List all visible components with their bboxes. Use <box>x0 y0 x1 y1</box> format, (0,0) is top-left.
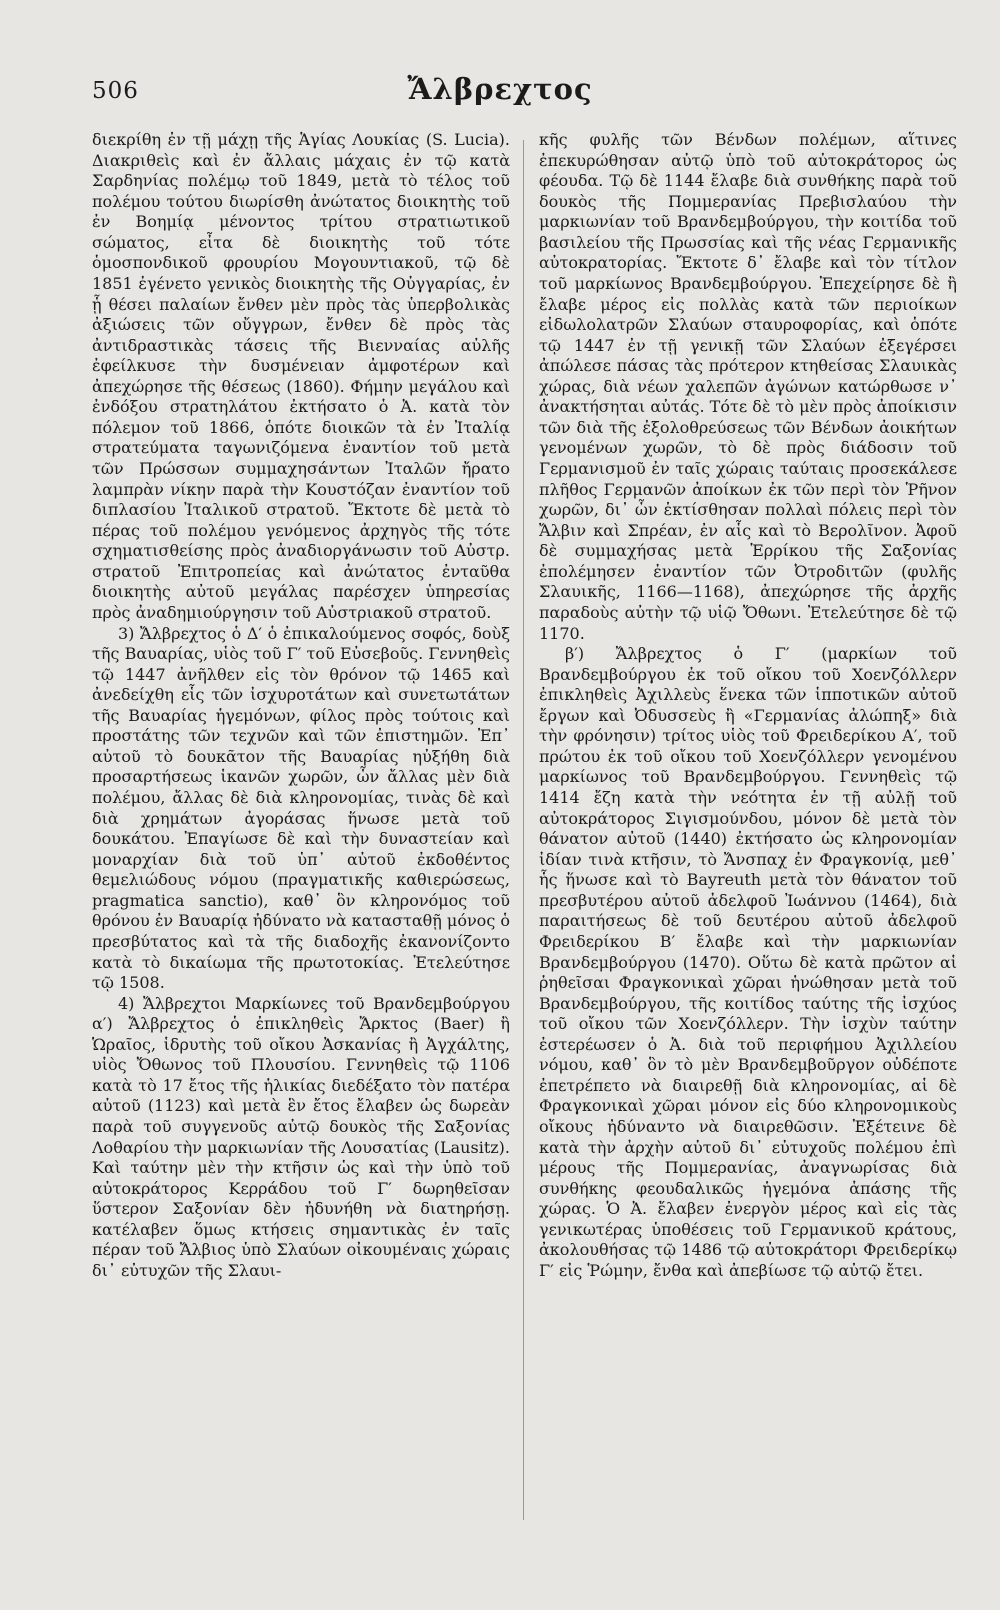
paragraph-albrecht-bear: 4) Ἄλβρεχτοι Μαρκίωνες τοῦ Βρανδεμβούργου α′) Ἄλβρεχτος ὁ ἐπικληθεὶς Ἄρκτος (Baer) ἢ Ὡραῖος, ἱδρυτὴς τοῦ οἴκου Ἀσκανίας ἢ Ἀγχάλτης, υἱὸς Ὄθωνος τοῦ Πλουσίου. Γεννηθεὶς τῷ 1106 κατὰ τὸ 17 ἔτος τῆς ἡλικίας διεδέξατο τὸν πατέρα αὐτοῦ (1123) καὶ μετὰ ἓν ἔτος ἔλαβεν ὡς δωρεὰν παρὰ τοῦ συγγενοῦς αὐτῷ δουκὸς τῆς Σαξονίας Λοθαρίου τὴν μαρκιωνίαν τῆς Λουσατίας (Lausitz). Καὶ ταύτην μὲν τὴν κτῆσιν ὡς καὶ τὴν ὑπὸ τοῦ αὐτοκράτορος Κερράδου τοῦ Γ′ δωρηθεῖσαν ὕστερον Σαξονίαν δὲν ἠδυνήθη νὰ διατηρήσῃ. κατέλαβεν ὅμως κτήσεις σημαντικὰς ἐν ταῖς πέραν τοῦ Ἄλβιος ὑπὸ Σλαύων οἰκουμέναις χώραις δι᾽ εὐτυχῶν τῆς Σλαυι- <box>92 993 510 1280</box>
page-header <box>0 66 1000 114</box>
paragraph-albrecht-achilles: β′) Ἄλβρεχτος ὁ Γ′ (μαρκίων τοῦ Βρανδεμβούργου ἐκ τοῦ οἴκου τοῦ Χοενζόλλερν ἐπικληθεὶς Ἀχιλλεὺς ἕνεκα τῶν ἱπποτικῶν αὐτοῦ ἔργων καὶ Ὀδυσσεὺς ἢ «Γερμανίας ἀλώπηξ» διὰ τὴν φρόνησιν) τρίτος υἱὸς τοῦ Φρειδερίκου Α′, τοῦ πρώτου ἐκ τοῦ οἴκου τοῦ Χοενζόλλερν γενομένου μαρκίωνος τοῦ Βρανδεμβούργου. Γεννηθεὶς τῷ 1414 ἔζη κατὰ τὴν νεότητα ἐν τῇ αὐλῇ τοῦ αὐτοκράτορος Σιγισμούνδου, μόνον δὲ μετὰ τὸν θάνατον αὐτοῦ (1440) ἐκτήσατο ὡς κληρονομίαν ἰδίαν τινὰ κτῆσιν, τὸ Ἄνσπαχ ἐν Φραγκονίᾳ, μεθ᾽ ἧς ἥνωσε καὶ τὸ Bayreuth μετὰ τὸν θάνατον τοῦ πρεσβυτέρου αὐτοῦ ἀδελφοῦ Ἰωάννου (1464), διὰ παραιτήσεως δὲ τοῦ δευτέρου αὐτοῦ ἀδελφοῦ Φρειδερίκου Β′ ἔλαβε καὶ τὴν μαρκιωνίαν Βρανδεμβούργου (1470). Οὕτω δὲ κατὰ πρῶτον αἱ ῥηθεῖσαι Φραγκονικαὶ χῶραι ἡνώθησαν μετὰ τοῦ Βρανδεμβούργου, τῆς κοιτίδος ταύτης τῆς ἰσχύος τοῦ οἴκου τῶν Χοενζόλλερν. Τὴν ἰσχὺν ταύτην ἐστερέωσεν ὁ Ἀ. διὰ τοῦ περιφήμου Ἀχιλλείου νόμου, καθ᾽ ὃν τὸ μὲν Βρανδεμβοῦργον οὐδέποτε ἐπετρέπετο νὰ διαιρεθῇ διὰ κληρονομίας, αἱ δὲ Φραγκονικαὶ χῶραι μόνον εἰς δύο κληρονομικοὺς οἴκους ἠδύναντο νὰ διαιρεθῶσιν. Ἐξέτεινε δὲ κατὰ τὴν ἀρχὴν αὐτοῦ δι᾽ εὐτυχοῦς πολέμου ἐπὶ μέρους τῆς Πομμερανίας, ἀναγνωρίσας διὰ συνθήκης φεουδαλικῶς ἡγεμόνα ἁπάσης τῆς χώρας. Ὁ Ἀ. ἔλαβεν ἐνεργὸν μέρος καὶ εἰς τὰς γενικωτέρας ὑποθέσεις τοῦ Γερμανικοῦ κράτους, ἀκολουθήσας τῷ 1486 τῷ αὐτοκράτορι Φρειδερίκῳ Γ′ εἰς Ῥώμην, ἔνθα καὶ ἀπεβίωσε τῷ αὐτῷ ἔτει. <box>539 644 957 1280</box>
paragraph-albrecht-bear-cont: κῆς φυλῆς τῶν Βένδων πολέμων, αἵτινες ἐπεκυρώθησαν αὐτῷ ὑπὸ τοῦ αὐτοκράτορος ὡς φέουδα. Τῷ δὲ 1144 ἔλαβε διὰ συνθήκης παρὰ τοῦ δουκὸς τῆς Πομμερανίας Πρεβισλαύου τὴν μαρκιωνίαν τοῦ Βρανδεμβούργου, τὴν κοιτίδα τοῦ βασιλείου τῆς Πρωσσίας καὶ τῆς νέας Γερμανικῆς αὐτοκρατορίας. Ἔκτοτε δ᾽ ἔλαβε καὶ τὸν τίτλον τοῦ μαρκίωνος Βρανδεμβούργου. Ἐπεχείρησε δὲ ἢ ἔλαβε μέρος εἰς πολλὰς κατὰ τῶν περιοίκων εἰδωλολατρῶν Σλαύων σταυροφορίας, καὶ ὁπότε τῷ 1447 ἐν τῇ γενικῇ τῶν Σλαύων ἐξεγέρσει ἀπώλεσε πάσας τὰς πρότερον κτηθείσας Σλαυικὰς χώρας, διὰ νέων χαλεπῶν ἀγώνων κατώρθωσε ν᾽ ἀνακτήσηται αὐτάς. Τότε δὲ τὸ μὲν πρὸς ἀποίκισιν τῶν διὰ τῆς ἐξολοθρεύσεως τῶν Βένδων ἀοικήτων γενομένων χωρῶν, τὸ δὲ πρὸς διάδοσιν τοῦ Γερμανισμοῦ ἐν ταῖς χώραις ταύταις προσεκάλεσε πλῆθος Γερμανῶν ἀποίκων ἐκ τῶν περὶ τὸν Ῥῆνον χωρῶν, δι᾽ ὧν ἐκτίσθησαν πολλαὶ πόλεις περὶ τὸν Ἄλβιν καὶ Σπρέαν, ἐν αἷς καὶ τὸ Βερολῖνον. Ἀφοῦ δὲ συμμαχήσας μετὰ Ἑρρίκου τῆς Σαξονίας ἐπολέμησεν ἐναντίον τῶν Ὀτροδιτῶν (φυλῆς Σλαυικῆς, 1166—1168), ἀπεχώρησε τῆς ἀρχῆς παραδοὺς αὐτὴν τῷ υἱῷ Ὄθωνι. Ἐτελεύτησε δὲ τῷ 1170. <box>539 130 957 643</box>
right-column <box>539 130 957 1570</box>
left-column <box>92 130 510 1570</box>
paragraph-albrecht-iv-bavaria: 3) Ἄλβρεχτος ὁ Δ′ ὁ ἐπικαλούμενος σοφός, δοὺξ τῆς Βαυαρίας, υἱὸς τοῦ Γ′ τοῦ Εὐσεβοῦς. Γεννηθεὶς τῷ 1447 ἀνῆλθεν εἰς τὸν θρόνον τῷ 1465 καὶ ἀνεδείχθη εἷς τῶν ἰσχυροτάτων καὶ συνετωτάτων τῆς Βαυαρίας ἡγεμόνων, φίλος πρὸς τούτοις καὶ προστάτης τῶν τεχνῶν καὶ τῶν ἐπιστημῶν. Ἐπ᾽ αὐτοῦ τὸ δουκᾶτον τῆς Βαυαρίας ηὐξήθη διὰ προσαρτήσεως ἱκανῶν χωρῶν, ὧν ἄλλας μὲν διὰ πολέμου, ἄλλας δὲ διὰ κληρονομίας, τινὰς δὲ καὶ διὰ χρημάτων ἀγοράσας ἥνωσε μετὰ τοῦ δουκάτου. Ἐπαγίωσε δὲ καὶ τὴν δυναστείαν καὶ μοναρχίαν διὰ τοῦ ὑπ᾽ αὐτοῦ ἐκδοθέντος θεμελιώδους νόμου (πραγματικῆς καθιερώσεως, pragmatica sanctio), καθ᾽ ὃν κληρονόμος τοῦ θρόνου ἐν Βαυαρίᾳ ἠδύνατο νὰ κατασταθῇ μόνος ὁ πρεσβύτατος καὶ τὰ τῆς διαδοχῆς ἐκανονίζοντο κατὰ τὸ δικαίωμα τῆς πρωτοτοκίας. Ἐτελεύτησε τῷ 1508. <box>92 623 510 993</box>
page-number: 506 <box>92 78 139 104</box>
column-divider <box>523 140 524 1520</box>
running-title: Ἄλβρεχτος <box>407 72 593 106</box>
paragraph-albrecht-austria-cont: διεκρίθη ἐν τῇ μάχῃ τῆς Ἁγίας Λουκίας (S. Lucia). Διακριθεὶς καὶ ἐν ἄλλαις μάχαις ἐν τῷ κατὰ Σαρδηνίας πολέμῳ τοῦ 1849, μετὰ τὸ τέλος τοῦ πολέμου τούτου διωρίσθη ἀνώτατος διοικητὴς τοῦ ἐν Βοημίᾳ μένοντος τρίτου στρατιωτικοῦ σώματος, εἶτα δὲ διοικητὴς τοῦ τότε ὁμοσπονδικοῦ φρουρίου Μογουντιακοῦ, τῷ δὲ 1851 ἐγένετο γενικὸς διοικητὴς τῆς Οὐγγαρίας, ἐν ᾗ θέσει παλαίων ἔνθεν μὲν πρὸς τὰς ὑπερβολικὰς ἀξιώσεις τῶν οὔγγρων, ἔνθεν δὲ πρὸς τὰς ἀντιδραστικὰς τάσεις τῆς Βιενναίας αὐλῆς ἐφείλκυσε τὴν δυσμένειαν ἀμφοτέρων καὶ ἀπεχώρησε τῆς θέσεως (1860). Φήμην μεγάλου καὶ ἐνδόξου στρατηλάτου ἐκτήσατο ὁ Ἀ. κατὰ τὸν πόλεμον τοῦ 1866, ὁπότε διοικῶν τὰ ἐν Ἰταλίᾳ στρατεύματα ταγωνιζόμενα ἐναντίον τοῦ μετὰ τῶν Πρώσσων συμμαχησάντων Ἰταλῶν ἤρατο λαμπρὰν νίκην παρὰ τὴν Κουστόζαν ἐναντίον τοῦ διπλασίου Ἰταλικοῦ στρατοῦ. Ἔκτοτε δὲ μετὰ τὸ πέρας τοῦ πολέμου γενόμενος ἀρχηγὸς τῆς τότε σχηματισθείσης πρὸς ἀναδιοργάνωσιν τοῦ Αὐστρ. στρατοῦ Ἐπιτροπείας καὶ ἀνώτατος ἐνταῦθα διοικητὴς αὐτοῦ μεγάλας παρέσχεν ὑπηρεσίας πρὸς ἀναδημιούργησιν τοῦ Αὐστριακοῦ στρατοῦ. <box>92 130 510 622</box>
